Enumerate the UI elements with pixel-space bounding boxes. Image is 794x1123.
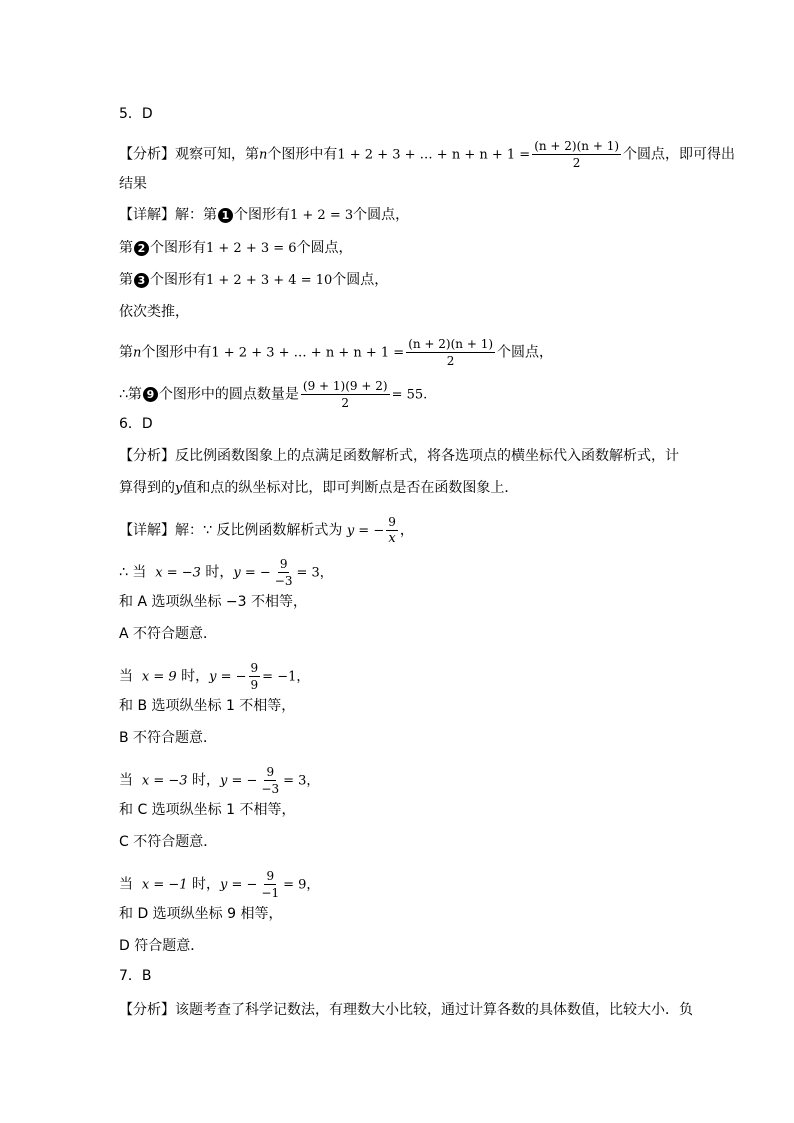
analysis-tag: 【分析】: [119, 448, 175, 464]
text: 个圆点，: [353, 207, 410, 223]
q6-detail-6: 和 B 选项纵坐标 1 不相等，: [119, 698, 296, 714]
math-expr: = 55.: [391, 387, 428, 403]
numerator: 9: [279, 557, 288, 571]
numerator: 9: [266, 869, 275, 883]
denominator: −3: [274, 574, 293, 588]
denominator: 2: [446, 354, 455, 368]
math-expr: y = −: [220, 773, 258, 789]
q6-detail-13: D 符合题意．: [119, 938, 205, 954]
text: 观察可知，第: [175, 146, 259, 163]
math-expr: 1 + 2 + 3 + … + n + n + 1 =: [211, 345, 405, 361]
denominator: x: [388, 531, 396, 546]
fraction: [259, 868, 281, 901]
math-expr: y = −: [220, 877, 258, 893]
text: 算得到的: [119, 480, 175, 496]
fraction: [301, 378, 390, 411]
fraction: [273, 556, 295, 589]
q6-analysis: [119, 446, 679, 466]
math-expr: y = −: [346, 523, 385, 539]
q7-answer: 7．B: [119, 968, 152, 984]
circled-number: 1: [218, 208, 233, 223]
math-expr: 1 + 2 + 3 + … + n + n + 1 =: [337, 147, 531, 163]
analysis-tag: 【分析】: [119, 1002, 175, 1018]
text: 反比例函数图象上的点满足函数解析式，将各选项点的横坐标代入函数解析式，计: [175, 448, 679, 464]
text: ，: [399, 522, 414, 539]
fraction: [249, 660, 261, 693]
q5-analysis-cont: 结果: [119, 176, 147, 192]
text: 第: [119, 240, 133, 256]
text: 个圆点，: [497, 344, 554, 361]
math-expr: x = −1: [141, 877, 188, 893]
q6-answer: 6．D: [119, 416, 153, 432]
numerator: (n + 2)(n + 1): [408, 337, 494, 351]
fraction: [406, 336, 495, 369]
text: 第: [119, 272, 133, 288]
circled-number: 2: [134, 241, 149, 256]
math-n: n: [133, 345, 142, 361]
text: 时，: [192, 876, 221, 893]
q7-analysis: [119, 1000, 693, 1020]
denominator: 2: [341, 396, 350, 410]
text: 个图形中有: [141, 344, 212, 361]
q6-detail-10: C 不符合题意．: [119, 834, 218, 850]
math-expr: x = −3: [155, 565, 201, 581]
text: 个图形中的圆点数量是: [158, 386, 299, 403]
q6-detail-9: 和 C 选项纵坐标 1 不相等，: [119, 802, 296, 818]
q6-detail-1: [119, 514, 414, 547]
q5-detail-1: [119, 205, 409, 226]
math-expr: = −1，: [262, 669, 310, 685]
q5-analysis: [119, 138, 735, 171]
text: 时，: [205, 564, 234, 581]
q5-detail-5: [119, 336, 553, 369]
denominator: 9: [250, 678, 259, 692]
text: 个圆点，: [296, 240, 353, 256]
text: 该题考查了科学记数法，有理数大小比较，通过计算各数的具体数值，比较大小．负: [175, 1002, 693, 1018]
text: 当: [119, 668, 133, 685]
q5-detail-2: [119, 238, 353, 259]
text: 个图形有: [234, 207, 290, 223]
text: 个圆点，: [332, 272, 389, 288]
math-expr: x = −3: [141, 773, 188, 789]
q6-detail-8: [119, 764, 319, 797]
text: 解：第: [175, 207, 217, 223]
text: 个图形有: [150, 272, 206, 288]
q6-detail-2: [119, 556, 333, 589]
q5-detail-3: [119, 270, 388, 291]
numerator: (9 + 1)(9 + 2): [302, 379, 388, 393]
text: 第: [119, 344, 133, 361]
q6-detail-11: [119, 868, 319, 901]
q6-detail-3: 和 A 选项纵坐标 −3 不相等，: [119, 594, 308, 610]
q5-detail-4: 依次类推，: [119, 304, 189, 320]
math-y: y: [175, 481, 183, 496]
analysis-tag: 【分析】: [119, 146, 175, 163]
text: 时，: [181, 668, 210, 685]
fraction: [386, 514, 398, 547]
circled-number: 3: [134, 273, 149, 288]
text: 时，: [192, 772, 221, 789]
text: ∴ 当: [119, 564, 147, 581]
text: 个图形中有: [267, 146, 338, 163]
text: 个图形有: [150, 240, 206, 256]
math-expr: y = −: [233, 565, 271, 581]
math-expr: 1 + 2 + 3 = 6: [206, 241, 297, 256]
q6-detail-12: 和 D 选项纵坐标 9 相等，: [119, 906, 283, 922]
text: 解：∵ 反比例函数解析式为: [175, 522, 343, 539]
q5-answer: 5．D: [119, 106, 153, 122]
numerator: (n + 2)(n + 1): [534, 139, 620, 153]
text: ∴第: [119, 386, 142, 403]
math-expr: y = −: [209, 669, 247, 685]
denominator: 2: [572, 156, 581, 170]
fraction: [532, 138, 621, 171]
q6-analysis-cont: [119, 478, 518, 499]
numerator: 9: [388, 515, 396, 529]
math-expr: = 3，: [283, 773, 320, 789]
numerator: 9: [250, 661, 259, 675]
fraction: [259, 764, 281, 797]
math-expr: = 9，: [283, 877, 320, 893]
text: 当: [119, 772, 133, 789]
q5-detail-6: [119, 378, 427, 411]
numerator: 9: [266, 765, 275, 779]
text: 当: [119, 876, 133, 893]
q6-detail-4: A 不符合题意．: [119, 626, 218, 642]
circled-number: 9: [143, 387, 158, 402]
math-expr: 1 + 2 + 3 + 4 = 10: [206, 273, 333, 288]
q6-detail-7: B 不符合题意．: [119, 730, 218, 746]
detail-tag: 【详解】: [119, 522, 175, 539]
text: 个圆点，即可得出: [623, 146, 736, 163]
math-n: n: [259, 147, 268, 163]
denominator: −1: [261, 886, 280, 900]
math-expr: = 3，: [296, 565, 333, 581]
text: 值和点的纵坐标对比，即可判断点是否在函数图象上．: [182, 480, 519, 496]
math-expr: 1 + 2 = 3: [290, 208, 354, 223]
denominator: −3: [261, 782, 280, 796]
detail-tag: 【详解】: [119, 207, 175, 223]
math-expr: x = 9: [141, 669, 177, 685]
q6-detail-5: [119, 660, 309, 693]
